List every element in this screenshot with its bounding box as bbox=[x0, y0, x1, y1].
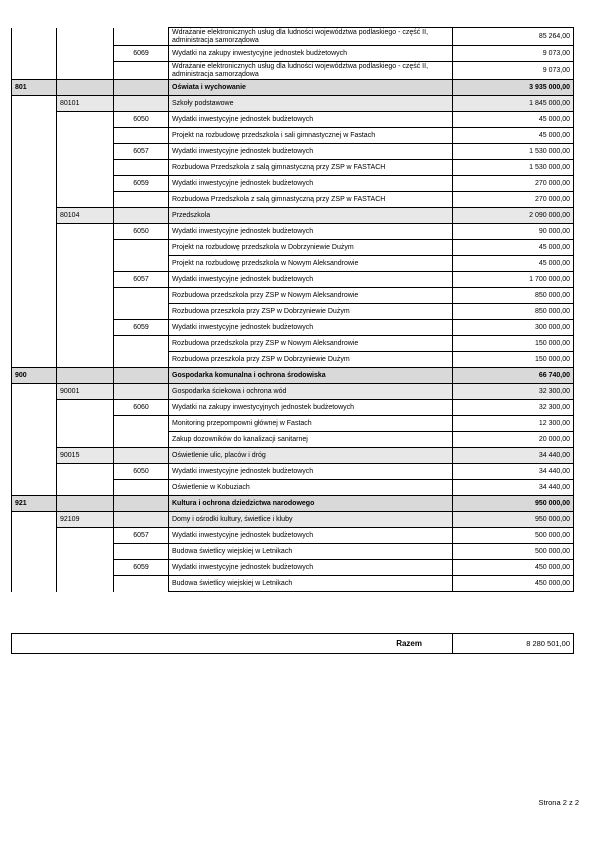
dzial-cell bbox=[12, 544, 57, 560]
item-name-cell: Rozbudowa Przedszkola z salą gimnastyczną przy ZSP w FASTACH bbox=[169, 192, 453, 208]
dzial-cell bbox=[12, 128, 57, 144]
table-row bbox=[12, 80, 574, 96]
table-row bbox=[12, 400, 574, 416]
dzial-code-cell: 801 bbox=[12, 80, 57, 96]
dzial-cell bbox=[12, 256, 57, 272]
dzial-code-cell: 921 bbox=[12, 496, 57, 512]
paragraf-code-cell bbox=[114, 28, 169, 46]
rozdzial-cell bbox=[57, 544, 114, 560]
paragraf-code-cell: 6057 bbox=[114, 528, 169, 544]
paragraf-code-cell: 6059 bbox=[114, 560, 169, 576]
dzial-name-cell: Kultura i ochrona dziedzictwa narodowego bbox=[169, 496, 453, 512]
paragraf-name-cell: Wydatki inwestycyjne jednostek budżetowych bbox=[169, 224, 453, 240]
dzial-cell bbox=[12, 400, 57, 416]
table-row bbox=[12, 144, 574, 160]
table-row bbox=[12, 192, 574, 208]
amount-cell: 450 000,00 bbox=[453, 576, 574, 592]
total-label: Razem bbox=[12, 634, 453, 654]
rozdzial-cell bbox=[57, 352, 114, 368]
item-name-cell: Projekt na rozbudowę przedszkola w Dobrzyniewie Dużym bbox=[169, 240, 453, 256]
amount-cell: 9 073,00 bbox=[453, 62, 574, 80]
dzial-cell bbox=[12, 480, 57, 496]
paragraf-code-cell: 6050 bbox=[114, 464, 169, 480]
item-name-cell: Budowa świetlicy wiejskiej w Letnikach bbox=[169, 576, 453, 592]
paragraf-name-cell: Wydatki inwestycyjne jednostek budżetowych bbox=[169, 144, 453, 160]
paragraf-code-cell: 6050 bbox=[114, 224, 169, 240]
rozdzial-cell bbox=[57, 160, 114, 176]
paragraf-cell bbox=[114, 496, 169, 512]
amount-cell: 34 440,00 bbox=[453, 464, 574, 480]
rozdzial-cell bbox=[57, 144, 114, 160]
dzial-cell bbox=[12, 432, 57, 448]
table-row bbox=[12, 576, 574, 592]
rozdzial-code-cell: 80101 bbox=[57, 96, 114, 112]
paragraf-code-cell bbox=[114, 256, 169, 272]
amount-cell: 32 300,00 bbox=[453, 384, 574, 400]
item-name-cell: Wdrażanie elektronicznych usług dla ludności województwa podlaskiego - część II, administracja samorządowa bbox=[169, 28, 453, 46]
rozdzial-cell bbox=[57, 112, 114, 128]
table-row bbox=[12, 128, 574, 144]
paragraf-name-cell: Wydatki inwestycyjne jednostek budżetowych bbox=[169, 464, 453, 480]
paragraf-code-cell bbox=[114, 288, 169, 304]
paragraf-name-cell: Wydatki inwestycyjne jednostek budżetowych bbox=[169, 528, 453, 544]
item-name-cell: Budowa świetlicy wiejskiej w Letnikach bbox=[169, 544, 453, 560]
rozdzial-cell bbox=[57, 368, 114, 384]
rozdzial-name-cell: Gospodarka ściekowa i ochrona wód bbox=[169, 384, 453, 400]
dzial-cell bbox=[12, 176, 57, 192]
dzial-cell bbox=[12, 576, 57, 592]
rozdzial-cell bbox=[57, 192, 114, 208]
amount-cell: 850 000,00 bbox=[453, 304, 574, 320]
dzial-name-cell: Oświata i wychowanie bbox=[169, 80, 453, 96]
dzial-cell bbox=[12, 464, 57, 480]
table-row bbox=[12, 28, 574, 46]
rozdzial-cell bbox=[57, 416, 114, 432]
paragraf-code-cell bbox=[114, 304, 169, 320]
amount-cell: 12 300,00 bbox=[453, 416, 574, 432]
paragraf-code-cell: 6059 bbox=[114, 176, 169, 192]
rozdzial-code-cell: 90015 bbox=[57, 448, 114, 464]
amount-cell: 150 000,00 bbox=[453, 336, 574, 352]
rozdzial-cell bbox=[57, 272, 114, 288]
dzial-name-cell: Gospodarka komunalna i ochrona środowiska bbox=[169, 368, 453, 384]
page-number: Strona 2 z 2 bbox=[538, 798, 579, 807]
rozdzial-name-cell: Szkoły podstawowe bbox=[169, 96, 453, 112]
paragraf-cell bbox=[114, 208, 169, 224]
amount-cell: 66 740,00 bbox=[453, 368, 574, 384]
paragraf-code-cell bbox=[114, 160, 169, 176]
table-row bbox=[12, 352, 574, 368]
rozdzial-code-cell: 92109 bbox=[57, 512, 114, 528]
table-row bbox=[12, 496, 574, 512]
amount-cell: 32 300,00 bbox=[453, 400, 574, 416]
dzial-cell bbox=[12, 160, 57, 176]
item-name-cell: Projekt na rozbudowę przedszkola w Nowym Aleksandrowie bbox=[169, 256, 453, 272]
rozdzial-name-cell: Przedszkola bbox=[169, 208, 453, 224]
paragraf-name-cell: Wydatki na zakupy inwestycyjne jednostek budżetowych bbox=[169, 46, 453, 62]
amount-cell: 150 000,00 bbox=[453, 352, 574, 368]
paragraf-code-cell: 6060 bbox=[114, 400, 169, 416]
budget-table bbox=[11, 27, 574, 592]
table-row bbox=[12, 240, 574, 256]
item-name-cell: Monitoring przepompowni głównej w Fastach bbox=[169, 416, 453, 432]
amount-cell: 9 073,00 bbox=[453, 46, 574, 62]
dzial-cell bbox=[12, 352, 57, 368]
dzial-cell bbox=[12, 112, 57, 128]
item-name-cell: Zakup dozowników do kanalizacji sanitarnej bbox=[169, 432, 453, 448]
table-row bbox=[12, 224, 574, 240]
rozdzial-cell bbox=[57, 560, 114, 576]
rozdzial-cell bbox=[57, 400, 114, 416]
rozdzial-code-cell: 90001 bbox=[57, 384, 114, 400]
amount-cell: 500 000,00 bbox=[453, 528, 574, 544]
amount-cell: 45 000,00 bbox=[453, 240, 574, 256]
rozdzial-cell bbox=[57, 480, 114, 496]
paragraf-name-cell: Wydatki na zakupy inwestycyjnych jednostek budżetowych bbox=[169, 400, 453, 416]
table-row bbox=[12, 46, 574, 62]
dzial-cell bbox=[12, 528, 57, 544]
dzial-cell bbox=[12, 96, 57, 112]
amount-cell: 1 700 000,00 bbox=[453, 272, 574, 288]
dzial-cell bbox=[12, 448, 57, 464]
paragraf-cell bbox=[114, 384, 169, 400]
table-row bbox=[12, 112, 574, 128]
paragraf-name-cell: Wydatki inwestycyjne jednostek budżetowych bbox=[169, 272, 453, 288]
table-row bbox=[12, 336, 574, 352]
item-name-cell: Rozbudowa przeszkola przy ZSP w Dobrzyniewie Dużym bbox=[169, 304, 453, 320]
total-row bbox=[12, 634, 574, 654]
dzial-cell bbox=[12, 336, 57, 352]
amount-cell: 34 440,00 bbox=[453, 448, 574, 464]
dzial-cell bbox=[12, 416, 57, 432]
amount-cell: 1 530 000,00 bbox=[453, 144, 574, 160]
table-row bbox=[12, 368, 574, 384]
paragraf-code-cell bbox=[114, 240, 169, 256]
table-row bbox=[12, 528, 574, 544]
amount-cell: 270 000,00 bbox=[453, 192, 574, 208]
paragraf-code-cell: 6057 bbox=[114, 144, 169, 160]
paragraf-code-cell bbox=[114, 128, 169, 144]
rozdzial-cell bbox=[57, 128, 114, 144]
paragraf-cell bbox=[114, 368, 169, 384]
item-name-cell: Rozbudowa Przedszkola z salą gimnastyczną przy ZSP w FASTACH bbox=[169, 160, 453, 176]
paragraf-code-cell bbox=[114, 336, 169, 352]
paragraf-cell bbox=[114, 512, 169, 528]
item-name-cell: Rozbudowa przedszkola przy ZSP w Nowym Aleksandrowie bbox=[169, 288, 453, 304]
dzial-cell bbox=[12, 320, 57, 336]
paragraf-code-cell bbox=[114, 576, 169, 592]
rozdzial-cell bbox=[57, 46, 114, 62]
dzial-code-cell: 900 bbox=[12, 368, 57, 384]
table-row bbox=[12, 480, 574, 496]
paragraf-code-cell bbox=[114, 416, 169, 432]
table-row bbox=[12, 448, 574, 464]
amount-cell: 20 000,00 bbox=[453, 432, 574, 448]
amount-cell: 2 090 000,00 bbox=[453, 208, 574, 224]
paragraf-name-cell: Wydatki inwestycyjne jednostek budżetowych bbox=[169, 112, 453, 128]
dzial-cell bbox=[12, 560, 57, 576]
table-row bbox=[12, 176, 574, 192]
amount-cell: 45 000,00 bbox=[453, 112, 574, 128]
paragraf-code-cell bbox=[114, 544, 169, 560]
item-name-cell: Oświetlenie w Kobuziach bbox=[169, 480, 453, 496]
table-row bbox=[12, 304, 574, 320]
amount-cell: 90 000,00 bbox=[453, 224, 574, 240]
paragraf-code-cell bbox=[114, 192, 169, 208]
table-row bbox=[12, 544, 574, 560]
amount-cell: 270 000,00 bbox=[453, 176, 574, 192]
rozdzial-name-cell: Domy i ośrodki kultury, świetlice i kluby bbox=[169, 512, 453, 528]
paragraf-code-cell bbox=[114, 480, 169, 496]
rozdzial-cell bbox=[57, 464, 114, 480]
amount-cell: 950 000,00 bbox=[453, 496, 574, 512]
paragraf-cell bbox=[114, 448, 169, 464]
rozdzial-cell bbox=[57, 80, 114, 96]
table-row bbox=[12, 416, 574, 432]
amount-cell: 500 000,00 bbox=[453, 544, 574, 560]
budget-table-body bbox=[12, 28, 574, 592]
dzial-cell bbox=[12, 288, 57, 304]
paragraf-name-cell: Wydatki inwestycyjne jednostek budżetowych bbox=[169, 560, 453, 576]
item-name-cell: Wdrażanie elektronicznych usług dla ludności województwa podlaskiego - część II, administracja samorządowa bbox=[169, 62, 453, 80]
table-row bbox=[12, 320, 574, 336]
amount-cell: 85 264,00 bbox=[453, 28, 574, 46]
table-row bbox=[12, 208, 574, 224]
dzial-cell bbox=[12, 272, 57, 288]
amount-cell: 1 845 000,00 bbox=[453, 96, 574, 112]
dzial-cell bbox=[12, 144, 57, 160]
dzial-cell bbox=[12, 512, 57, 528]
rozdzial-cell bbox=[57, 240, 114, 256]
paragraf-code-cell: 6059 bbox=[114, 320, 169, 336]
table-row bbox=[12, 160, 574, 176]
rozdzial-cell bbox=[57, 304, 114, 320]
amount-cell: 45 000,00 bbox=[453, 128, 574, 144]
table-row bbox=[12, 512, 574, 528]
table-row bbox=[12, 96, 574, 112]
item-name-cell: Rozbudowa przedszkola przy ZSP w Nowym Aleksandrowie bbox=[169, 336, 453, 352]
total-amount: 8 280 501,00 bbox=[453, 634, 574, 654]
table-row bbox=[12, 432, 574, 448]
dzial-cell bbox=[12, 384, 57, 400]
paragraf-cell bbox=[114, 80, 169, 96]
table-row bbox=[12, 560, 574, 576]
amount-cell: 850 000,00 bbox=[453, 288, 574, 304]
paragraf-name-cell: Wydatki inwestycyjne jednostek budżetowych bbox=[169, 320, 453, 336]
rozdzial-cell bbox=[57, 62, 114, 80]
paragraf-code-cell bbox=[114, 352, 169, 368]
item-name-cell: Rozbudowa przeszkola przy ZSP w Dobrzyniewie Dużym bbox=[169, 352, 453, 368]
dzial-cell bbox=[12, 46, 57, 62]
table-row bbox=[12, 464, 574, 480]
dzial-cell bbox=[12, 62, 57, 80]
rozdzial-cell bbox=[57, 528, 114, 544]
table-row bbox=[12, 62, 574, 80]
amount-cell: 300 000,00 bbox=[453, 320, 574, 336]
table-row bbox=[12, 288, 574, 304]
rozdzial-cell bbox=[57, 224, 114, 240]
rozdzial-cell bbox=[57, 576, 114, 592]
paragraf-cell bbox=[114, 96, 169, 112]
rozdzial-cell bbox=[57, 256, 114, 272]
dzial-cell bbox=[12, 192, 57, 208]
paragraf-code-cell bbox=[114, 432, 169, 448]
dzial-cell bbox=[12, 208, 57, 224]
dzial-cell bbox=[12, 304, 57, 320]
dzial-cell bbox=[12, 240, 57, 256]
rozdzial-code-cell: 80104 bbox=[57, 208, 114, 224]
table-row bbox=[12, 384, 574, 400]
paragraf-code-cell: 6057 bbox=[114, 272, 169, 288]
dzial-cell bbox=[12, 224, 57, 240]
rozdzial-cell bbox=[57, 432, 114, 448]
rozdzial-cell bbox=[57, 336, 114, 352]
rozdzial-cell bbox=[57, 288, 114, 304]
amount-cell: 1 530 000,00 bbox=[453, 160, 574, 176]
table-row bbox=[12, 272, 574, 288]
rozdzial-cell bbox=[57, 176, 114, 192]
rozdzial-cell bbox=[57, 320, 114, 336]
item-name-cell: Projekt na rozbudowę przedszkola i sali gimnastycznej w Fastach bbox=[169, 128, 453, 144]
dzial-cell bbox=[12, 28, 57, 46]
rozdzial-name-cell: Oświetlenie ulic, placów i dróg bbox=[169, 448, 453, 464]
paragraf-code-cell: 6069 bbox=[114, 46, 169, 62]
amount-cell: 950 000,00 bbox=[453, 512, 574, 528]
amount-cell: 3 935 000,00 bbox=[453, 80, 574, 96]
rozdzial-cell bbox=[57, 496, 114, 512]
table-row bbox=[12, 256, 574, 272]
rozdzial-cell bbox=[57, 28, 114, 46]
amount-cell: 45 000,00 bbox=[453, 256, 574, 272]
paragraf-name-cell: Wydatki inwestycyjne jednostek budżetowych bbox=[169, 176, 453, 192]
paragraf-code-cell bbox=[114, 62, 169, 80]
amount-cell: 34 440,00 bbox=[453, 480, 574, 496]
amount-cell: 450 000,00 bbox=[453, 560, 574, 576]
paragraf-code-cell: 6050 bbox=[114, 112, 169, 128]
total-table bbox=[11, 633, 574, 654]
